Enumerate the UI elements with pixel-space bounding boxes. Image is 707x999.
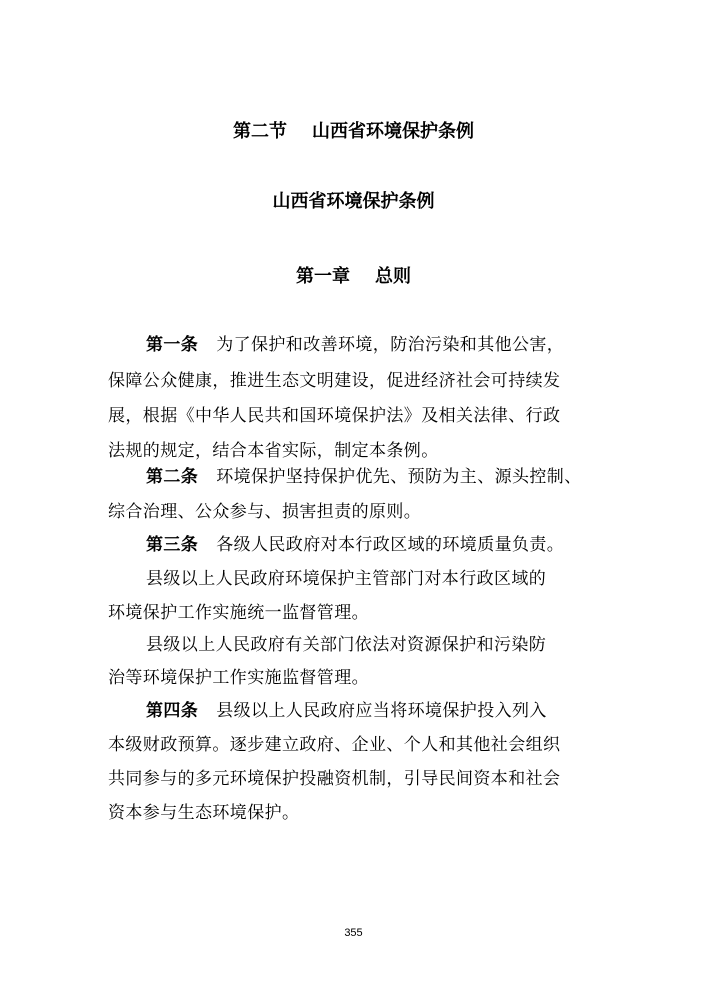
article-3-label: 第三条 xyxy=(146,535,199,555)
article-3-paragraph-2-line-2: 环境保护工作实施统一监督管理。 xyxy=(108,603,369,623)
article-1-label: 第一条 xyxy=(146,335,199,355)
article-3-paragraph-3-line-1: 县级以上人民政府有关部门依法对资源保护和污染防 xyxy=(146,635,547,655)
article-1-line-3: 展，根据《中华人民共和国环境保护法》及相关法律、行政 xyxy=(108,406,561,426)
article-4-line-4: 资本参与生态环境保护。 xyxy=(108,803,300,823)
article-2-label: 第二条 xyxy=(146,467,199,487)
article-2-text: 环境保护坚持保护优先、预防为主、源头控制、 xyxy=(216,467,582,487)
article-3-paragraph-3-line-2: 治等环境保护工作实施监督管理。 xyxy=(108,668,369,688)
regulation-title: 山西省环境保护条例 xyxy=(272,191,435,212)
article-4-line-1 xyxy=(146,699,547,723)
article-4-line-2: 本级财政预算。逐步建立政府、企业、个人和其他社会组织 xyxy=(108,735,561,755)
article-1-text: 为了保护和改善环境，防治污染和其他公害， xyxy=(216,335,565,355)
article-3-paragraph-2-line-1: 县级以上人民政府环境保护主管部门对本行政区域的 xyxy=(146,569,547,589)
article-3-line-1 xyxy=(146,533,564,557)
section-heading: 第二节 山西省环境保护条例 xyxy=(232,121,475,142)
article-4-text: 县级以上人民政府应当将环境保护投入列入 xyxy=(216,701,547,721)
chapter-heading: 第一章 总则 xyxy=(295,266,412,287)
article-3-text: 各级人民政府对本行政区域的环境质量负责。 xyxy=(216,535,565,555)
article-2-line-2: 综合治理、公众参与、损害担责的原则。 xyxy=(108,502,422,522)
page-number: 355 xyxy=(344,927,363,939)
article-1-line-2: 保障公众健康，推进生态文明建设，促进经济社会可持续发 xyxy=(108,371,561,391)
article-2-line-1 xyxy=(146,465,582,489)
article-4-line-3: 共同参与的多元环境保护投融资机制，引导民间资本和社会 xyxy=(108,769,561,789)
article-4-label: 第四条 xyxy=(146,701,199,721)
article-1-line-1 xyxy=(146,333,564,357)
article-1-line-4: 法规的规定，结合本省实际，制定本条例。 xyxy=(108,441,439,461)
